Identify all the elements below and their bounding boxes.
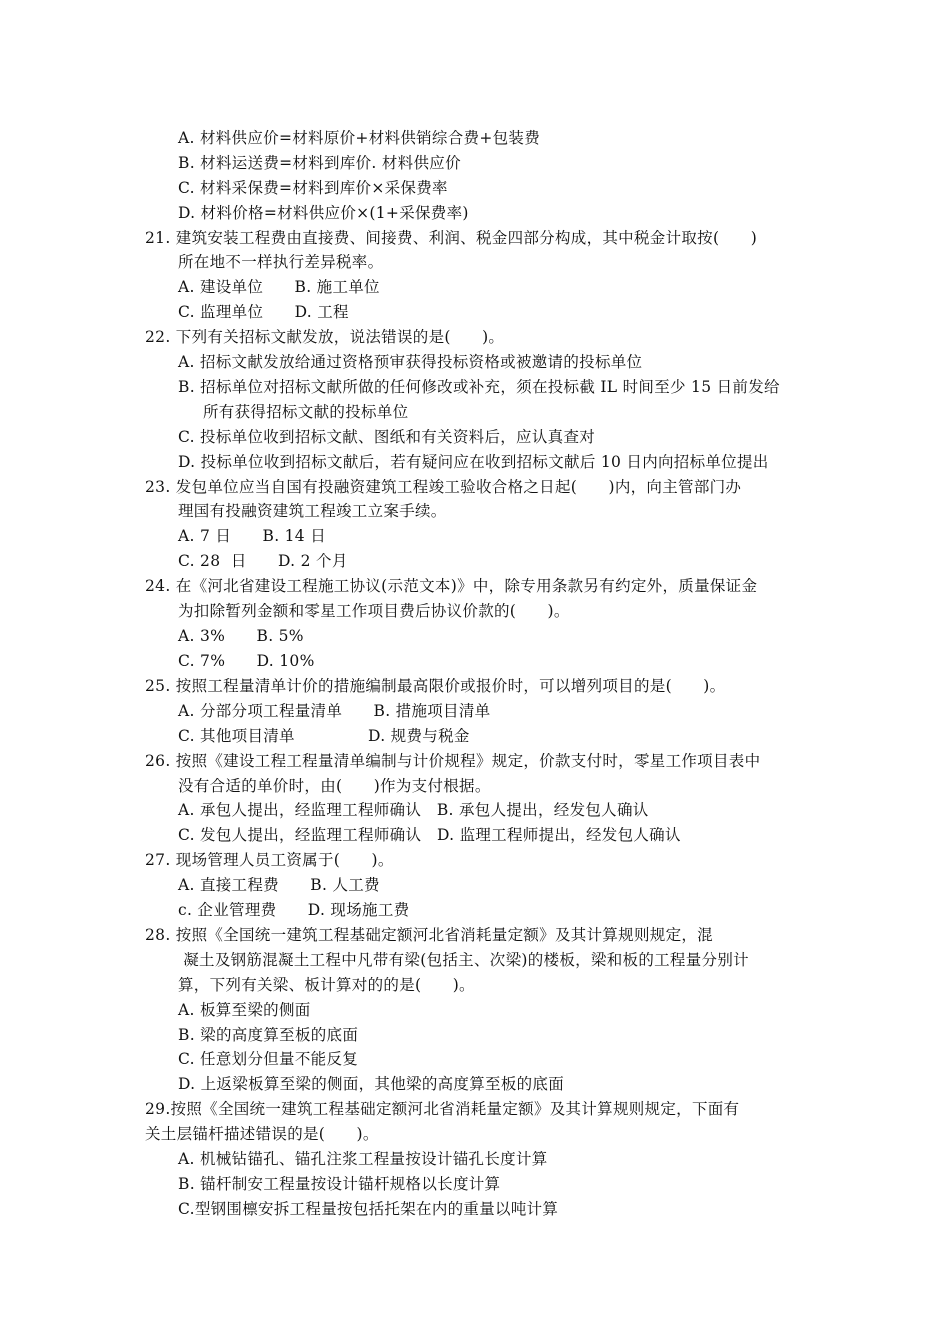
q28-option-c: C. 任意划分但量不能反复 — [178, 1050, 359, 1068]
q26-options-ab: A. 承包人提出，经监理工程师确认 B. 承包人提出，经发包人确认 — [178, 801, 649, 819]
q29-stem: 29.按照《全国统一建筑工程基础定额河北省消耗量定额》及其计算规则规定，下面有 — [145, 1100, 740, 1118]
q29-option-c: C.型钢围檩安拆工程量按包括托架在内的重量以吨计算 — [178, 1200, 559, 1218]
q28-stem-cont-1: 凝土及钢筋混凝土工程中凡带有梁(包括主、次梁)的楼板，梁和板的工程量分别计 — [178, 951, 749, 969]
q24-options-ab: A. 3% B. 5% — [178, 627, 304, 645]
q22-option-b-cont: 所有获得招标文献的投标单位 — [203, 403, 409, 421]
q28-stem-cont-2: 算，下列有关梁、板计算对的的是( )。 — [178, 976, 475, 994]
q21-stem-cont: 所在地不一样执行差异税率。 — [178, 253, 384, 271]
q24-stem-cont: 为扣除暂列金额和零星工作项目费后协议价款的( )。 — [178, 602, 570, 620]
q27-options-ab: A. 直接工程费 B. 人工费 — [178, 876, 380, 894]
q28-stem: 28. 按照《全国统一建筑工程基础定额河北省消耗量定额》及其计算规则规定，混 — [145, 926, 713, 944]
q29-option-a: A. 机械钻锚孔、锚孔注浆工程量按设计锚孔长度计算 — [178, 1150, 548, 1168]
q22-option-c: C. 投标单位收到招标文献、图纸和有关资料后，应认真查对 — [178, 428, 596, 446]
q20-option-c: C. 材料采保费=材料到库价×采保费率 — [178, 179, 448, 197]
q22-option-b: B. 招标单位对招标文献所做的任何修改或补充，须在投标截 IL 时间至少 15 日前发给 — [178, 378, 780, 396]
q22-option-a: A. 招标文献发放给通过资格预审获得投标资格或被邀请的投标单位 — [178, 353, 643, 371]
q29-stem-cont: 关土层锚杆描述错误的是( )。 — [145, 1125, 379, 1143]
q26-stem: 26. 按照《建设工程工程量清单编制与计价规程》规定，价款支付时，零星工作项目表中 — [145, 752, 761, 770]
q21-options-cd: C. 监理单位 D. 工程 — [178, 303, 349, 321]
q26-options-cd: C. 发包人提出，经监理工程师确认 D. 监理工程师提出，经发包人确认 — [178, 826, 681, 844]
q25-stem: 25. 按照工程量清单计价的措施编制最高限价或报价时，可以增列项目的是( )。 — [145, 677, 726, 695]
q27-options-cd: c. 企业管理费 D. 现场施工费 — [178, 901, 410, 919]
q24-options-cd: C. 7% D. 10% — [178, 652, 315, 670]
q21-stem: 21. 建筑安装工程费由直接费、间接费、利润、税金四部分构成，其中税金计取按( ) — [145, 229, 758, 247]
q23-stem: 23. 发包单位应当自国有投融资建筑工程竣工验收合格之日起( )内，向主管部门办 — [145, 478, 742, 496]
q22-option-d: D. 投标单位收到招标文献后，若有疑问应在收到招标文献后 10 日内向招标单位提出 — [178, 453, 769, 471]
q23-stem-cont: 理国有投融资建筑工程竣工立案手续。 — [178, 502, 447, 520]
q25-options-cd: C. 其他项目清单 D. 规费与税金 — [178, 727, 470, 745]
q20-option-d: D. 材料价格=材料供应价×(1+采保费率) — [178, 204, 469, 222]
q26-stem-cont: 没有合适的单价时，由( )作为支付根据。 — [178, 777, 491, 795]
q22-stem: 22. 下列有关招标文献发放，说法错误的是( )。 — [145, 328, 505, 346]
q24-stem: 24. 在《河北省建设工程施工协议(示范文本)》中，除专用条款另有约定外，质量保证金 — [145, 577, 758, 595]
q29-option-b: B. 锚杆制安工程量按设计锚杆规格以长度计算 — [178, 1175, 501, 1193]
q28-option-b: B. 梁的高度算至板的底面 — [178, 1026, 359, 1044]
q20-option-a: A. 材料供应价=材料原价+材料供销综合费+包装费 — [178, 129, 541, 147]
q27-stem: 27. 现场管理人员工资属于( )。 — [145, 851, 394, 869]
q21-options-ab: A. 建设单位 B. 施工单位 — [178, 278, 380, 296]
q28-option-d: D. 上返梁板算至梁的侧面，其他梁的高度算至板的底面 — [178, 1075, 565, 1093]
q23-options-cd: C. 28 日 D. 2 个月 — [178, 552, 348, 570]
q28-option-a: A. 板算至梁的侧面 — [178, 1001, 311, 1019]
q23-options-ab: A. 7 日 B. 14 日 — [178, 527, 326, 545]
q25-options-ab: A. 分部分项工程量清单 B. 措施项目清单 — [178, 702, 491, 720]
q20-option-b: B. 材料运送费=材料到库价. 材料供应价 — [178, 154, 461, 172]
